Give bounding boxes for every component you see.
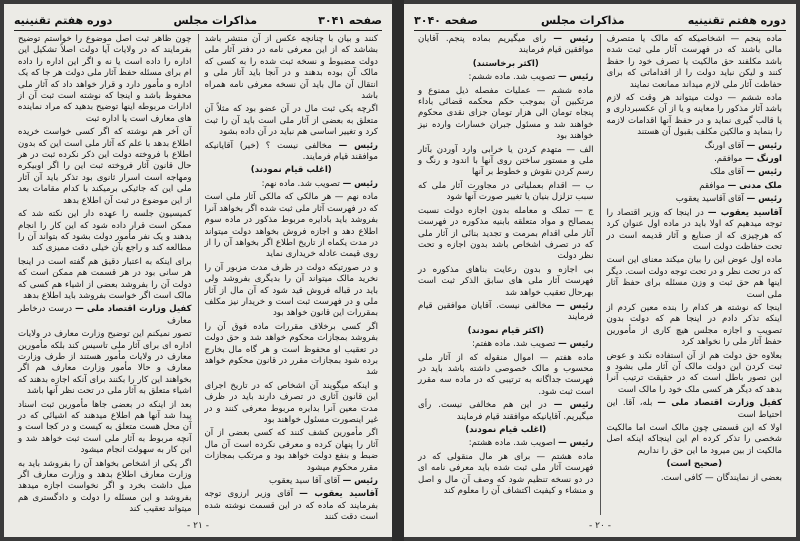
body-paragraph: آن آخر هم نوشته که اگر کسی خواست خریده اطلاع بدهد با علم که آثار ملی است این که بدون اطلاع با فروخته دولت این ذکر نکرده ثبت در هر حال قانون آثار فروخته ثبت این را اگر اوبیکره ومهاجه است اسرار ثانوی بود تذکر باید آن آثار ملی این که جاثیکی برمیکند با کدام مقامات بعد از این موضوع در ثبت آن اطلاع بدهد [18, 127, 192, 206]
left-page-footer: - ۲۱ - [187, 521, 209, 531]
right-page-header [414, 10, 786, 31]
speaker-name: اورنگ — [745, 154, 782, 165]
speaker-paragraph [607, 194, 783, 205]
column-divider [600, 34, 601, 515]
speaker-name: رئیس — [556, 300, 594, 311]
body-paragraph: و اینکه میگویند آن اشخاص که در تاریخ اجرای این قانون آثاری در تصرف دارند باید در ظرف مدت معین آنرا بدایره مربوط معرفی کنند و در غیر اینصورت مسئول خواهند بود [204, 380, 378, 425]
right-page-number: صفحه ۳۰۴۰ [414, 13, 478, 27]
body-paragraph: ماده نهم — هر مالکی که مالکی آثار ملی است که در فهرست آثار ملی ثبت شده اگر بخواهد آنرا بفروشد باید بادایره مربوط مذکور در ماده سوم اطلاع دهد و اجازه فروش بخواهد دولت میتواند در مدت یکماه از تاریخ اطلاع اگر بخواهد آن را از روی قیمت عادله خریداری نماید [204, 192, 378, 260]
left-page-session: دوره هفتم تقنینیه [14, 13, 113, 27]
speaker-name: رئیس — [342, 476, 378, 487]
speaker-name: آقاسید یعقوب — [299, 489, 378, 500]
body-paragraph: و در صورتیکه دولت در ظرف مدت مزبور آن را نخرید مالک میتواند آن را بدیگری بفروشد ولی باید در قباله فروش قید شود که آن مال از آثار ملی و در فهرست ثبت است و خریدار نیز مکلف بمقررات این قانون خواهد بود [204, 262, 378, 319]
body-paragraph: کنند و بیان با چنانچه عکس از آن منتشر باشد بشاشد که از این معرفی نامه در دفتر آثار ملی دولت مضبوط و نسخه ثبت شده را به کسی که مالک آن بوده بدهند و در آنجا باید آثار ملی و انتقال آن مال باید آن نسخه معرفی نامه همراه باشد [204, 34, 378, 102]
speaker-paragraph [418, 301, 594, 324]
left-page-column-left [14, 34, 196, 515]
body-paragraph: اگرچه یکی ثبت مال در آن عضو بود که مثلاً آن متعلق به بعضی از آثار ملی است باید آن را ثبت کرد و تغییر اساسی هم نباید در آن داده بشود [204, 104, 378, 138]
left-page-title: مذاکرات مجلس [173, 13, 258, 27]
speaker-paragraph [418, 339, 594, 350]
speaker-paragraph [205, 141, 379, 164]
speaker-name: رئیس — [746, 194, 782, 205]
speaker-remark: در این هم مخالفی نیست. رأی میگیریم. آقایانیکه موافقند قیام فرمایند [418, 400, 594, 422]
speaker-paragraph [205, 179, 379, 190]
speaker-name: کفیل وزارت اقتصاد ملی — [657, 398, 783, 409]
right-page-column-right [603, 34, 787, 515]
speaker-paragraph [18, 304, 192, 327]
speaker-name: آقاسید یعقوب — [707, 207, 782, 218]
speaker-paragraph [418, 34, 594, 57]
speaker-remark: تصویب شد. ماده هفتم: [471, 339, 556, 350]
body-paragraph: اگر مأمورین کشف کنند که کسی بعضی از آن آثار را پنهان کرده و معرفی نکرده است آن مال ضبط و بنفع دولت خواهد بود و مرتکب بمجازات مقرر محکوم میشود [204, 428, 378, 473]
body-paragraph: برای اینکه به اعتبار دقیق هم گفته است در اینجا هر سانی بود در هر قسمت هم ممکن است که دولت آن را بفروشد بعضی از اشیاء هم کسی که مالک است اگر خواست بفروشد باید اطلاع بدهد [18, 256, 192, 301]
speaker-paragraph [607, 141, 783, 152]
speaker-paragraph [607, 208, 783, 254]
speaker-paragraph [607, 154, 783, 165]
body-paragraph: ماده ششم — دولت میتواند هر وقت که لازم باشد آثار مذکور را معاینه و یا از آن عکسبرداری و یا قالب گیری نماید و در حفظ آنها اقدامات لازمه را بنماید و مالکین مکلف بقبول آن هستند [606, 93, 782, 138]
speaker-remark: موافقم. [714, 154, 743, 165]
speaker-paragraph [607, 398, 783, 421]
speaker-paragraph [418, 438, 594, 449]
right-page-column-left [414, 34, 598, 515]
right-page-columns [414, 34, 786, 515]
speaker-remark: آقای ملک [710, 167, 744, 178]
centered-note: (اغلب قیام نمودند) [250, 165, 332, 176]
speaker-name: رئیس — [558, 438, 594, 449]
speaker-remark: مخالفی نیست ؟ (خیر) آقایانیکه موافقند قیام فرمایند. [204, 140, 378, 163]
left-page-header [14, 10, 382, 31]
speaker-paragraph [205, 476, 379, 487]
body-paragraph: اگر یکی از اشخاص بخواهد آن را بفروشد باید به وزارت معارف اطلاع بدهد و وزارت معارف اگر میل داشت بخرد و اگر نخواست اجازه میدهد بفروشد و این مسئله را دولت و دادگستری هم میتواند تعقیب کند [18, 458, 192, 515]
body-paragraph: چون ظاهر ثبت اصل موضوع را خواستم توضیح بفرمایند که در ولایات آیا دولت اصلاً تشکیل این اداره را داده است یا نه و اگر این اداره را داده ام برای مسئله حفظ آثار ملی دولت هر جا که یک اداره و مأمور دارد و قرار خواهد داد که آثار ملی محفوظ باشد و اینجا که نوشته است ثبت آن از ادارات مربوطه اینها توضیح بدهید که مراد نماینده های معارف است یا اداره ثبت [18, 34, 192, 124]
speaker-paragraph [205, 489, 379, 523]
body-paragraph: ج — تملک و معامله بدون اجازه دولت نسبت بمصالح و مواد متعلقه بابنیه مذکوره در فهرست آثار ملی اقدام بمرمت و تجدید بنائی از آثار ملی که در تصرف اشخاص باشد بدون اجازه و تحت نظر دولت [418, 205, 594, 262]
centered-note: (اغلب قیام نمودند) [465, 425, 547, 435]
speaker-remark: رای میگیریم بماده پنجم. آقایان موافقین قیام فرمایند [418, 34, 594, 56]
centered-note: (صحیح است) [666, 459, 723, 470]
right-page-session: دوره هفتم تقنینیه [687, 13, 786, 27]
speaker-paragraph [607, 181, 783, 192]
speaker-remark: بله، آقا. این احتیاط است [606, 398, 782, 420]
speaker-name: رئیس — [558, 339, 594, 350]
body-paragraph: ماده پنجم — اشخاصیکه که مالک یا متصرف مالی باشند که در فهرست آثار ملی ثبت شده باشد مکلفند حق مالکیت یا تصرف خود را حفظ کنند و لیکن نباید دولت را از اقداماتی که برای حفاظت آثار ملی لازم میداند ممانعت نمایند [606, 34, 782, 90]
speaker-remark: آقای آقاسید یعقوب [675, 194, 744, 205]
speaker-paragraph [418, 400, 594, 423]
speaker-remark: آقای آقا سید یعقوب [268, 476, 340, 487]
speaker-name: رئیس — [558, 72, 594, 83]
body-paragraph: اینجا که نوشته هر کدام را بنده معین کردم از اینکه تذکر دادم در اینجا هم که دولت بدون تصویب و اجازه مجلس هیچ کاری از مأمورین حفظ آثار ملی را نخواهد کرد [606, 302, 782, 348]
body-paragraph: ب — اقدام بعملیاتی در مجاورت آثار ملی که سبب تزلزل بنیان یا تغییر صورت آنها شود [418, 180, 594, 203]
speaker-remark: تصویب شد. ماده نهم: [261, 178, 340, 189]
body-paragraph: ماده هشتم — برای هر مال منقولی که در فهرست آثار ملی ثبت شده باید معرفی نامه ای در دو نسخه تنظیم شود که وصف آن مال و اصل و منشاء و کیفیت اکتشاف آن را معلوم کند [418, 451, 594, 497]
speaker-remark: تصویب شد. ماده ششم: [468, 72, 556, 83]
speaker-name: کفیل وزارت اقتصاد ملی — [75, 304, 192, 315]
speaker-name: رئیس — [746, 140, 782, 151]
left-page [4, 4, 392, 537]
body-paragraph: بعلاوه حق دولت هم از آن استفاده نکند و عوض ثبت کردن این دولت مالک آن آثار ملی بشود و این تصور باطل است که در حقیقت ترتیب آنرا بدهد که دیگر هر کسی ملک خود را مالک است [606, 350, 782, 395]
right-page [404, 4, 796, 537]
speaker-paragraph [607, 167, 783, 178]
speaker-name: رئیس — [553, 400, 594, 411]
speaker-name: رئیس — [338, 140, 379, 151]
speaker-name: رئیس — [746, 167, 782, 178]
body-paragraph: تصور نمیکنم این توضیح وزارت معارف در ولایات اداره ای برای آثار ملی تاسیس کند بلکه مأمورین معارف در ولایات مأمور هستند از طرف وزارت معارف و حالا مأمور وزارت معارف هم اگر بخواهند این کار را بکنند برای آنکه اجازه بدهند که اشیاء متعلق به آثار ملی در تحت نظر آنها باشد [18, 329, 192, 397]
body-paragraph: ماده اول عوض این را بیان میکند معنای این است که در تحت نظر و در تحت توجه دولت است. دیگر اینها هم حق ثبت و وزن مسئله برای حفظ آثار ملی است [606, 255, 782, 300]
body-paragraph: بعد از اینکه در بعضی جاها مأمورین ثبت اسناد پیدا شد آنها هم اطلاع میدهند که اشیائی که در آن محل هست متعلق به کیست و در کجا است و آنچه مربوط به آثار ملی است ثبت خواهد شد و این کار به سهولت انجام میشود [18, 399, 192, 456]
speaker-remark: در اینجا که وزیر اقتصاد را توجه میدهیم که اولا باید در ماده اول عنوان کرد که هرچیزی که از صنایع و آثار قدیمه است در تحت حفاظت دولت است [606, 207, 782, 252]
speaker-paragraph [418, 72, 594, 83]
right-page-footer: - ۲۰ - [589, 521, 611, 531]
body-paragraph: بی اجازه و بدون رعایت بناهای مذکوره در فهرست آثار ملی های سابق الذکر ثبت است بهرحال تعقیب خواهد شد [418, 264, 594, 298]
left-page-number: صفحه ۳۰۴۱ [318, 13, 382, 27]
speaker-name: ملک مدنی — [727, 180, 782, 191]
body-paragraph: بعضی از نمایندگان — کافی است. [660, 472, 782, 483]
speaker-name: رئیس — [553, 34, 594, 44]
column-divider [198, 34, 199, 515]
speaker-remark: آقای وزیر ارزوی توجه بفرمایند که ماده که در این قسمت نوشته شده است دقت کنند [204, 489, 378, 523]
left-page-column-right [201, 34, 383, 523]
centered-note: (اکثر برخاستند) [472, 58, 539, 69]
speaker-remark: موافقم [699, 180, 725, 191]
body-paragraph: اولا که این قسمتی چون مالک است اما مالکیت شخصی را تذکر کرده ام این اینجاکه اینکه اصل مالکیت از بین میرود ما این حق را نداریم [606, 423, 782, 456]
body-paragraph: ماده هفتم — اموال منقوله که از آثار ملی محسوب و مالک خصوصی داشته باشد باید در فهرست جداگانه به ترتیبی که در ماده سه مقرر است ثبت شود. [418, 352, 594, 397]
body-paragraph: ماده ششم — عملیات مفصله ذیل ممنوع و مرتکبین آن بموجب حکم محکمه قضائی باداء پنجاه تومان الی هزار تومان جزای نقدی محکوم خواهند شد و مسئول جبران خسارات وارده نیز خواهند بود [418, 85, 594, 142]
speaker-remark: مخالفی نیست. آقایان موافقین قیام فرمایند [418, 300, 594, 323]
body-paragraph: الف — متهدم کردن یا خرابی وارد آوردن بآثار ملی و مستور ساختن روی آنها با اندود و رنگ و رسم کردن نقوش و خطوط بر آنها [418, 144, 594, 178]
speaker-remark: درست درخاطر معارف [18, 304, 192, 326]
speaker-remark: اصویب شد. ماده هشتم: [468, 438, 556, 449]
body-paragraph: کمیسیون جلسه را عهده دار این نکته شد که ممکن است قرار داده شود که این کار را انجام بدهند و یک نفر مأمور دولت بشود که بتواند آن را مطالعه کند و راجع بآن خیلی دقت ممیزی کند [18, 209, 192, 254]
book-gutter [392, 0, 404, 541]
centered-note: (اکثر قیام نمودند) [467, 325, 544, 336]
body-paragraph: اگر کسی برخلاف مقررات ماده فوق آن را بفروشد بمجازات محکوم خواهد شد و حق دولت در تعقیب او محفوظ است و هر گاه مال بخارج برده شود بمجازات مقرر در قانون محکوم خواهد شد [204, 321, 378, 378]
right-page-title: مذاکرات مجلس [540, 13, 625, 27]
speaker-remark: آقای اورنگ [704, 140, 744, 151]
left-page-columns [14, 34, 382, 523]
speaker-name: رئیس — [342, 178, 378, 189]
